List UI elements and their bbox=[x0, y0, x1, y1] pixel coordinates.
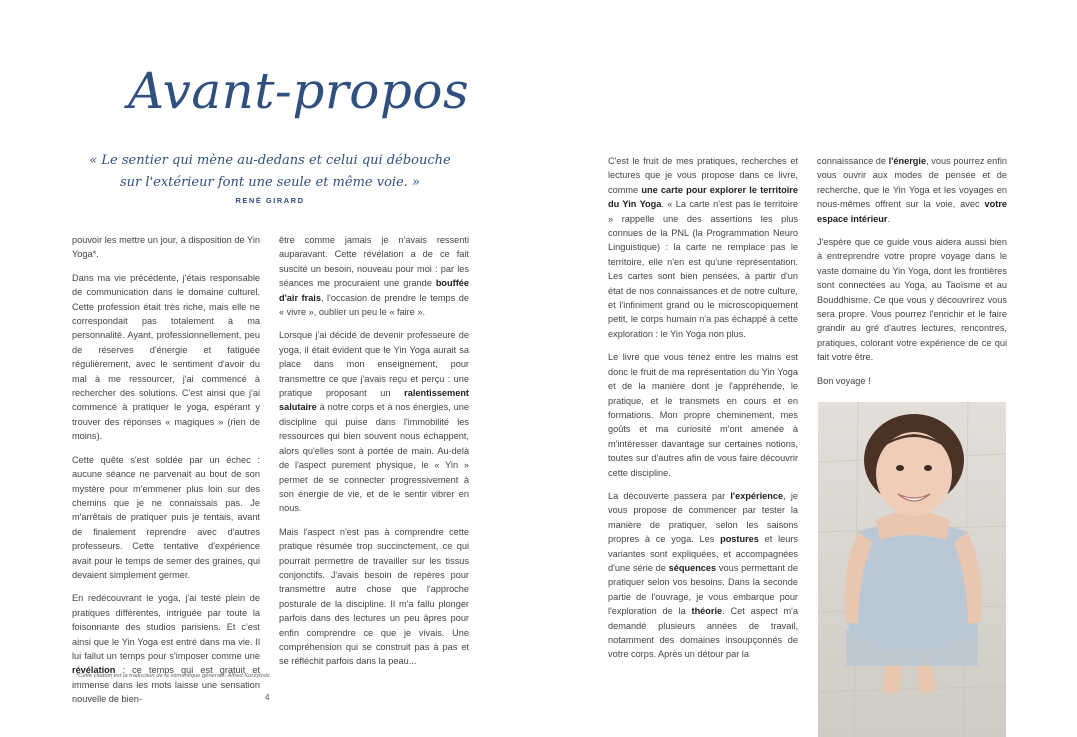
text-run: et leurs variantes sont expliquées, et accompagnées d'une série de bbox=[608, 534, 798, 573]
right-page bbox=[538, 0, 1077, 737]
bold-text: révélation bbox=[72, 665, 116, 676]
paragraph bbox=[817, 154, 1007, 226]
quote-author: RENÉ GIRARD bbox=[235, 196, 305, 205]
text-run: Lorsque j'ai décidé de devenir professeure de yoga, il était évident que le Yin Yoga aurait sa place dans mon enseignement, pour transmettre ce que j'avais reçu et perçu : une pratique proposant un bbox=[279, 330, 469, 399]
bold-text: l'expérience bbox=[730, 490, 784, 501]
text-run: , je vous propose de commencer par tester la manière de pratiquer, selon les saisons propres à ce yoga. Les bbox=[608, 490, 798, 545]
paragraph: Dans ma vie précédente, j'étais responsable de communication dans le domaine culturel. Cette profession était très riche, mais elle ne correspondait pas totalement à ma personnalité. Ayant, professionnellement, peu de réserves d'énergie et fatiguée régulièrement, avec le sentiment d'avoir du mal à me ressourcer, j'ai commencé à rechercher des solutions. C'est ainsi que j'ai commencé à pratiquer le yoga, espérant y trouver des réponses « magiques » (rien de moins). bbox=[72, 272, 260, 442]
text-run: En redécouvrant le yoga, j'ai testé plein de pratiques différentes, intriguée par toute la foisonnante des studios parisiens. Et c'est ainsi que le Yin Yoga est entré dans ma vie. Il lui fallut un temps pour s'imposer comme une bbox=[72, 593, 260, 661]
page-title: Avant-propos bbox=[128, 62, 470, 120]
text-run: vous permettant de pratiquer selon vos besoins. Dans la seconde partie de l'ouvrage, je vous embarque pour l'exploration de la bbox=[608, 562, 798, 617]
bold-text: une carte pour explorer le territoire du Yin Yoga bbox=[608, 184, 798, 210]
text-run: . Cet aspect m'a demandé plusieurs années de travail, notamment des domaines insoupçonnés de votre corps. Après un détour par la bbox=[608, 606, 798, 660]
quote-line-2: sur l'extérieur font une seule et même voie. » bbox=[120, 175, 420, 190]
bold-text: séquences bbox=[668, 562, 717, 573]
text-run: . « La carte n'est pas le territoire » rappelle une des assertions les plus connues de la PNL (la Programmation Neuro Linguistique) : la carte ne remplace pas le territoire, elle n'en est qu'une représentation. Les cartes sont bien pensées, à partir d'un état de nos connaissances et de notre culture, et l'infiniment grand ou le microscopiquement petit, le corps humain n'a pas échappé à cette exploration : le Yin Yoga non plus. bbox=[608, 199, 798, 339]
text-run: , vous pourrez enfin vous ouvrir aux modes de pensée et de recherche, que le Yin Yoga et les voyages en nous-mêmes offrent sur la voie, avec bbox=[817, 156, 1007, 210]
bold-text: ralentissement salutaire bbox=[279, 388, 469, 413]
author-photo bbox=[818, 402, 1006, 737]
text-column-2 bbox=[279, 233, 469, 667]
text-run: connaissance de bbox=[817, 156, 889, 166]
paragraph: pouvoir les mettre un jour, à disposition de Yin Yoga*. bbox=[72, 235, 260, 260]
text-run: être comme jamais je n'avais ressenti auparavant. Cette révélation a de ce fait suscité un besoin, nouveau pour moi : par les séances me procuraient une grande bbox=[279, 235, 469, 289]
paragraph bbox=[72, 591, 260, 706]
text-column-4 bbox=[817, 154, 1007, 384]
bold-text: postures bbox=[720, 534, 759, 545]
paragraph bbox=[608, 489, 798, 662]
paragraph: Bon voyage ! bbox=[817, 375, 871, 386]
epigraph-quote bbox=[80, 150, 460, 194]
text-run: La découverte passera par bbox=[608, 490, 731, 501]
bold-text: théorie bbox=[691, 606, 723, 617]
paragraph: Le livre que vous tenez entre les mains est donc le fruit de ma représentation du Yin Yoga et de la manière dont je l'appréhende, le pratique, et le transmets en cours et en formations. Mon propre cheminement, mes goûts et ma curiosité m'ont amenée à m'intéresser davantage sur certaines notions, toutes sur d'autres afin de vous faire découvrir cette discipline. bbox=[608, 352, 798, 478]
footnote: *Cette citation est la traduction de la sémantique générale, Alfred Korzybski. bbox=[76, 673, 272, 679]
paragraph: Cette quête s'est soldée par un échec : aucune séance ne parvenait au bout de son mystère pour m'emmener plus loin sur des chemins que je ne connaissais pas. Je m'arrêtais de pratiquer puis je tentais, avant de finalement reprendre avec d'autres professeurs. Cette tentative d'expérience avait pour le temps de semer des graines, qui devaient simplement germer. bbox=[72, 454, 260, 580]
paragraph bbox=[279, 328, 469, 515]
paragraph bbox=[279, 233, 469, 319]
text-run: . bbox=[887, 213, 891, 224]
author-photo-illustration bbox=[818, 402, 1006, 737]
paragraph: Mais l'aspect n'est pas à comprendre cette pratique résumée trop succinctement, ce qui pourrait permettre de travailler sur les tissus conjonctifs. J'avais besoin de repères pour transmettre autre chose que l'approche posturale de la discipline. Il m'a fallu plonger parfois dans des lectures un peu âpres pour enfin comprendre ce que je vivais. Une compréhension qui se construit pas à pas et se réfléchit parfois dans la peau... bbox=[279, 526, 469, 667]
quote-line-1: « Le sentier qui mène au-dedans et celui qui débouche bbox=[89, 153, 451, 168]
text-run: C'est le fruit de mes pratiques, recherches et lectures que je vous propose dans ce livre, comme bbox=[608, 156, 798, 195]
left-page bbox=[0, 0, 538, 737]
text-run: : ce temps qui est gratuit et immense dans les mots laisse une sensation nouvelle de bien- bbox=[72, 665, 260, 705]
bold-text: votre espace intérieur bbox=[817, 199, 1007, 224]
bold-text: bouffée d'air frais bbox=[279, 278, 469, 303]
paragraph: J'espère que ce guide vous aidera aussi bien à entreprendre votre propre voyage dans le vaste domaine du Yin Yoga, dont les frontières sont connectées au Yoga, au Taoïsme et au Bouddhisme. Ce que vous y découvrirez vous sera propre. Vous pourrez l'enrichir et le faire grandir au gré d'autres lectures, rencontres, pratiques, colorant votre expérience de ce qui fait votre être. bbox=[817, 237, 1007, 363]
page-number: 4 bbox=[265, 693, 270, 702]
paragraph bbox=[608, 154, 798, 341]
text-run: , l'occasion de prendre le temps de « vivre », oublier un peu le « faire ». bbox=[279, 292, 469, 318]
bold-text: l'énergie bbox=[888, 156, 927, 166]
text-run: à notre corps et à nos énergies, une discipline qui puise dans l'immobilité les ressources qui bien souvent nous échappent, alors qu'elles sont à portée de main. Au-delà de l'aspect purement physique, le « Yin » permet de se connecter progressivement à son énergie de vie, et de le sentir vibrer en nous. bbox=[279, 402, 469, 514]
text-column-3 bbox=[608, 154, 798, 668]
